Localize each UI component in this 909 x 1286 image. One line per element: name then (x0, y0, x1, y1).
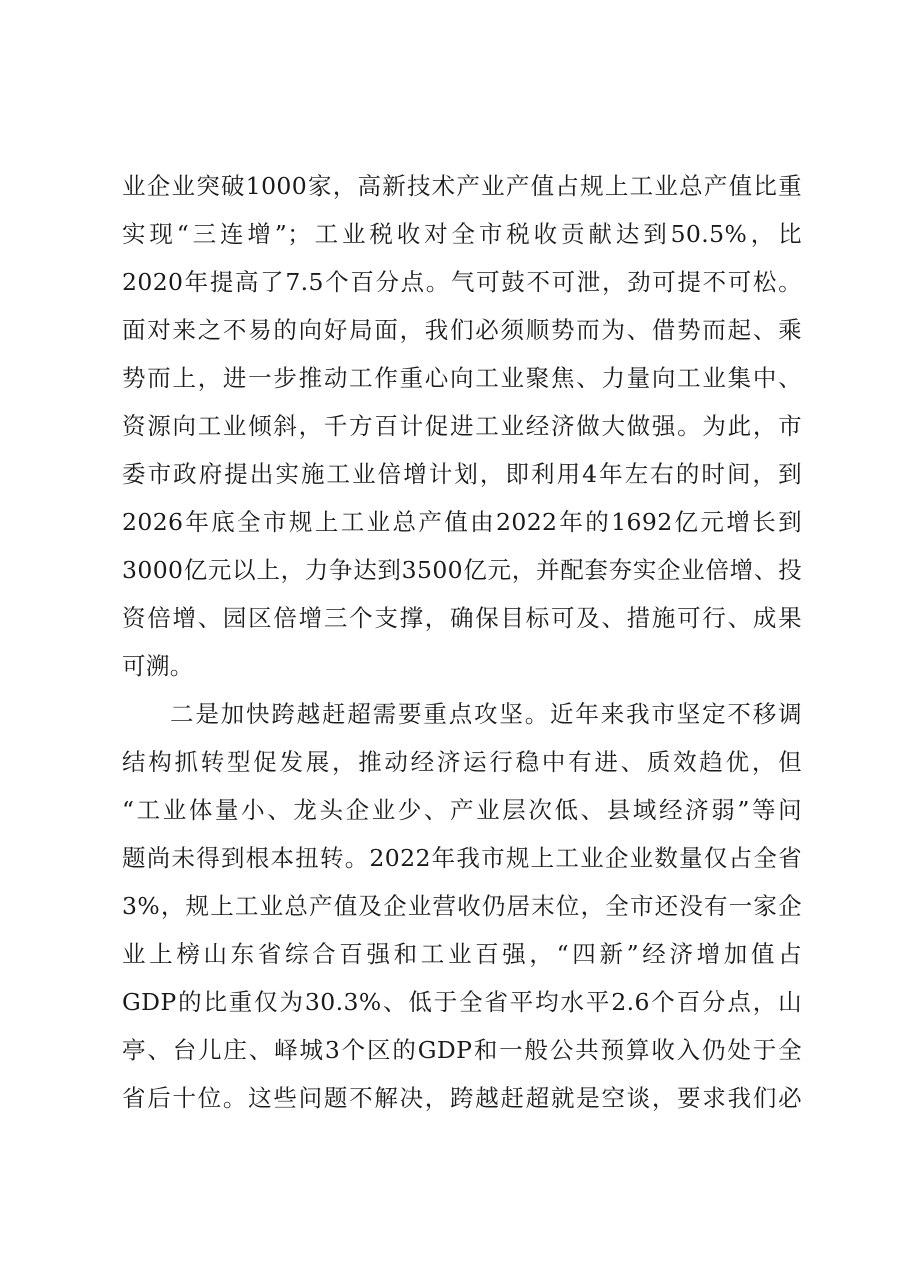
text-line-13: 结构抓转型促发展，推动经济运行稳中有进、质效趋优，但 (122, 748, 802, 776)
text-line-17: 业上榜山东省综合百强和工业百强，“四新”经济增加值占 (122, 940, 802, 968)
text-line-6: 资源向工业倾斜，千方百计促进工业经济做大做强。为此，市 (122, 412, 802, 440)
text-line-19: 亭、台儿庄、峄城3个区的GDP和一般公共预算收入仍处于全 (122, 1036, 802, 1064)
text-line-4: 面对来之不易的向好局面，我们必须顺势而为、借势而起、乘 (122, 316, 802, 344)
text-line-2: 实现“三连增”；工业税收对全市税收贡献达到50.5%，比 (122, 220, 802, 248)
text-line-1: 业企业突破1000家，高新技术产业产值占规上工业总产值比重 (122, 172, 802, 200)
text-line-9: 3000亿元以上，力争达到3500亿元，并配套夯实企业倍增、投 (122, 556, 802, 584)
text-line-16: 3%，规上工业总产值及企业营收仍居末位，全市还没有一家企 (122, 892, 802, 920)
text-line-10: 资倍增、园区倍增三个支撑，确保目标可及、措施可行、成果 (122, 604, 802, 632)
text-line-20: 省后十位。这些问题不解决，跨越赶超就是空谈，要求我们必 (122, 1084, 802, 1112)
text-line-7: 委市政府提出实施工业倍增计划，即利用4年左右的时间，到 (122, 460, 802, 488)
text-line-11: 可溯。 (122, 652, 194, 680)
text-line-8: 2026年底全市规上工业总产值由2022年的1692亿元增长到 (122, 508, 802, 536)
text-line-15: 题尚未得到根本扭转。2022年我市规上工业企业数量仅占全省 (122, 844, 802, 872)
text-line-3: 2020年提高了7.5个百分点。气可鼓不可泄，劲可提不可松。 (122, 268, 802, 296)
text-line-14: “工业体量小、龙头企业少、产业层次低、县域经济弱”等问 (122, 796, 802, 824)
text-line-18: GDP的比重仅为30.3%、低于全省平均水平2.6个百分点，山 (122, 988, 802, 1016)
text-line-5: 势而上，进一步推动工作重心向工业聚焦、力量向工业集中、 (122, 364, 802, 392)
paragraph-2-first-line: 二是加快跨越赶超需要重点攻坚。近年来我市坚定不移调 (170, 700, 802, 728)
